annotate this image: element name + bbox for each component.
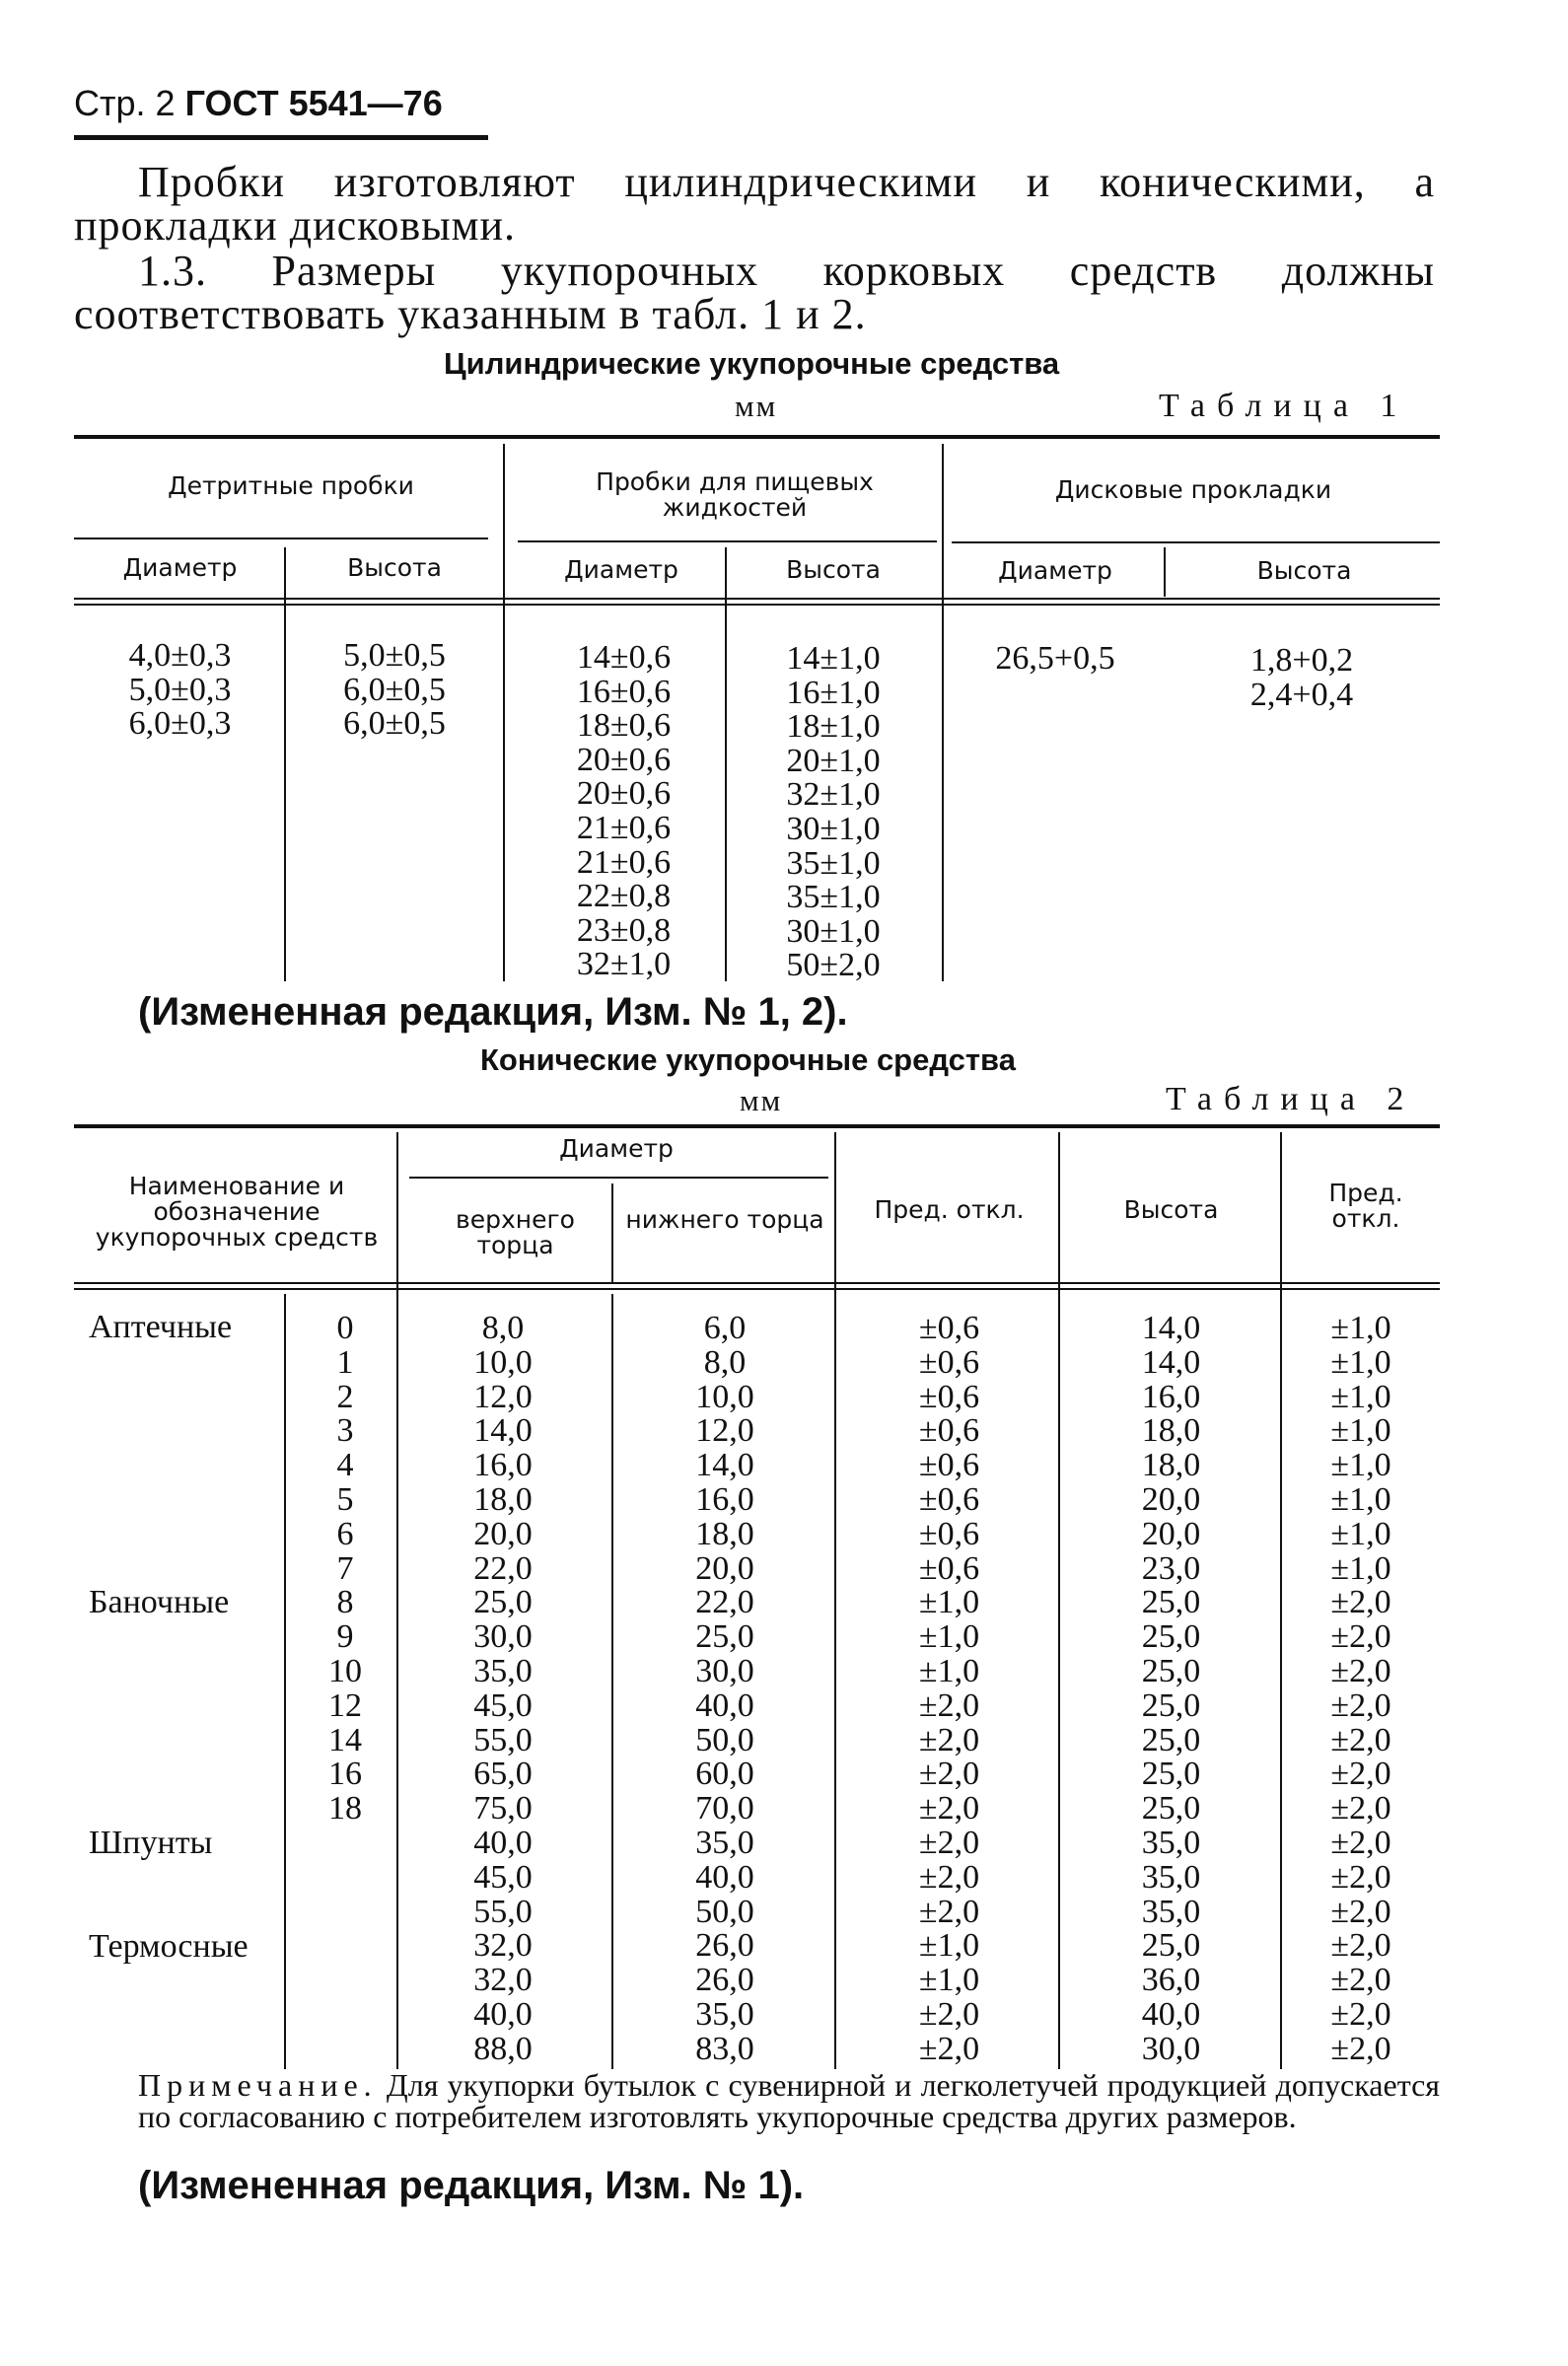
t2-cell: ±0,6	[918, 1343, 980, 1381]
t2-number: 5	[336, 1480, 354, 1518]
t2-cell: ±2,0	[1330, 1790, 1391, 1828]
t2-col-dev2	[1287, 1312, 1435, 2067]
t2-cell: 18,0	[473, 1480, 533, 1518]
t2-cell: 12,0	[473, 1378, 533, 1415]
t1-col-detritnye-diameter	[89, 639, 271, 742]
t2-cell: 40,0	[473, 1824, 533, 1861]
t2-cell: 26,0	[695, 1927, 754, 1965]
t2-header-dev1: Пред. откл.	[874, 1195, 1025, 1224]
t2-cell: 60,0	[695, 1756, 754, 1793]
page-number: Стр. 2	[74, 83, 176, 123]
t2-number: 1	[336, 1343, 354, 1381]
t2-cell: 10,0	[695, 1378, 754, 1415]
t2-vline-2b	[611, 1294, 613, 2069]
t2-cell: 18,0	[1141, 1447, 1201, 1484]
t2-cell: 35,0	[473, 1652, 533, 1689]
t2-number: 2	[336, 1378, 354, 1415]
t2-cell: 70,0	[695, 1790, 754, 1828]
t1-cell: 35±1,0	[786, 879, 881, 916]
t1-group-detritnye: Детритные пробки	[168, 471, 414, 500]
t2-cell: 25,0	[695, 1618, 754, 1656]
table2-label: Таблица 2	[1166, 1081, 1416, 1117]
t2-col-upper	[404, 1312, 602, 2067]
t1-cell: 20±0,6	[576, 775, 672, 813]
t2-cell: 45,0	[473, 1858, 533, 1896]
t1-cell: 5,0±0,3	[128, 671, 232, 708]
t2-cell: 20,0	[1141, 1515, 1201, 1552]
t2-cell: 22,0	[695, 1584, 754, 1621]
t2-cell: ±2,0	[918, 2030, 980, 2067]
table1-top-rule	[74, 435, 1440, 439]
t1-cell: 14±1,0	[786, 640, 881, 677]
paragraph-2: 1.3. Размеры укупорочных корковых средств должны соответствовать указанным в табл. 1 и 2.	[74, 247, 1435, 338]
t1-cell: 5,0±0,5	[343, 637, 446, 674]
t1-cell: 6,0±0,5	[343, 705, 446, 743]
t1-cell: 16±1,0	[786, 674, 881, 711]
t2-cell: 25,0	[1141, 1721, 1201, 1758]
t2-header-upper: верхнего торца	[456, 1205, 575, 1259]
t2-number: 18	[328, 1790, 362, 1828]
t2-cell: ±2,0	[1330, 1618, 1391, 1656]
table1-label: Таблица 1	[1159, 388, 1409, 424]
t1-col-disk-height	[1174, 644, 1430, 712]
t2-cell: ±1,0	[1330, 1343, 1391, 1381]
page-header	[74, 83, 443, 124]
t2-cell: ±1,0	[1330, 1447, 1391, 1484]
t1-sub-height-2: Высота	[786, 555, 881, 584]
t2-cell: ±1,0	[1330, 1480, 1391, 1518]
t2-cell: ±0,6	[918, 1549, 980, 1587]
t2-cell: ±2,0	[1330, 2030, 1391, 2067]
t1-cell: 14±0,6	[576, 639, 672, 676]
t2-cell: ±0,6	[918, 1447, 980, 1484]
t2-cell: ±1,0	[918, 1927, 980, 1965]
t1-cell: 21±0,6	[576, 843, 672, 881]
t2-number: 4	[336, 1447, 354, 1484]
t1-sub-diameter-2: Диаметр	[564, 555, 678, 584]
t2-header-lower: нижнего торца	[625, 1205, 824, 1234]
t2-cell: 20,0	[695, 1549, 754, 1587]
t2-name-banochnye: Баночные	[89, 1584, 230, 1620]
t2-col-height	[1065, 1312, 1277, 2067]
t2-cell: ±1,0	[918, 1618, 980, 1656]
t2-cell: 65,0	[473, 1756, 533, 1793]
t1-cell: 4,0±0,3	[128, 637, 232, 674]
note-text: Для укупорки бутылок с сувенирной и легколетучей продукцией допускается по согласованию с потребителем изготовлять укупорочные средства других размеров.	[138, 2067, 1441, 2134]
t2-number: 9	[336, 1618, 354, 1656]
t1-subrule-3	[952, 541, 1440, 543]
t2-cell: 25,0	[1141, 1790, 1201, 1828]
t1-header-rule-a	[74, 598, 1440, 600]
t1-sub-diameter-1: Диаметр	[122, 553, 238, 582]
t2-cell: 25,0	[1141, 1618, 1201, 1656]
t2-cell: ±2,0	[1330, 1927, 1391, 1965]
t2-cell: 16,0	[695, 1480, 754, 1518]
t2-cell: ±2,0	[1330, 1686, 1391, 1724]
t2-col-lower	[621, 1312, 828, 2067]
t1-cell: 32±1,0	[786, 776, 881, 814]
t2-cell: ±1,0	[1330, 1310, 1391, 1346]
t2-header-height: Высота	[1123, 1195, 1219, 1224]
table2-note	[138, 2069, 1440, 2132]
paragraph-1: Пробки изготовляют цилиндрическими и коническими, а прокладки дисковыми.	[74, 158, 1435, 250]
t2-cell: 14,0	[473, 1412, 533, 1450]
t2-cell: 16,0	[1141, 1378, 1201, 1415]
t2-cell: 32,0	[473, 1927, 533, 1965]
t1-vline-4	[725, 547, 727, 981]
t2-cell: ±2,0	[1330, 1721, 1391, 1758]
revision-note-1: (Измененная редакция, Изм. № 1, 2).	[138, 990, 848, 1034]
t1-cell: 35±1,0	[786, 844, 881, 882]
t2-vline-2	[611, 1183, 613, 1282]
t2-cell: 14,0	[695, 1447, 754, 1484]
t2-cell: ±2,0	[1330, 1962, 1391, 1999]
t2-cell: ±1,0	[918, 1584, 980, 1621]
t2-cell: ±0,6	[918, 1310, 980, 1346]
t2-cell: 75,0	[473, 1790, 533, 1828]
t2-cell: ±2,0	[918, 1790, 980, 1828]
t1-cell: 1,8+0,2	[1249, 642, 1354, 679]
t2-number: 16	[328, 1756, 362, 1793]
table2-unit: мм	[740, 1083, 783, 1117]
t2-vline-4	[1058, 1132, 1060, 2069]
t2-cell: 10,0	[473, 1343, 533, 1381]
t2-cell: 8,0	[481, 1310, 525, 1346]
t2-cell: ±2,0	[918, 1824, 980, 1861]
t2-name-termosnye: Термосные	[89, 1928, 249, 1965]
t2-cell: 25,0	[1141, 1584, 1201, 1621]
t2-cell: 20,0	[473, 1515, 533, 1552]
t2-number: 0	[336, 1310, 354, 1346]
t2-cell: 32,0	[473, 1962, 533, 1999]
t2-cell: ±0,6	[918, 1412, 980, 1450]
t2-cell: ±2,0	[1330, 1858, 1391, 1896]
t1-cell: 18±0,6	[576, 707, 672, 745]
t2-cell: ±2,0	[1330, 1893, 1391, 1930]
t2-cell: 25,0	[1141, 1927, 1201, 1965]
t1-cell: 20±1,0	[786, 742, 881, 779]
t1-col-food-height	[735, 642, 932, 983]
t2-cell: 35,0	[1141, 1858, 1201, 1896]
t2-cell: ±1,0	[918, 1962, 980, 1999]
t2-cell: ±0,6	[918, 1515, 980, 1552]
t1-cell: 22±0,8	[576, 878, 672, 915]
t2-vline-6	[284, 1294, 286, 2069]
t1-sub-height-1: Высота	[347, 553, 442, 582]
t2-cell: 35,0	[695, 1824, 754, 1861]
note-label: Примечание.	[138, 2067, 378, 2103]
standard-code: ГОСТ 5541—76	[184, 83, 443, 123]
t2-cell: 16,0	[473, 1447, 533, 1484]
t1-group-food: Пробки для пищевых жидкостей	[596, 467, 874, 522]
t2-header-dev2: Пред. откл.	[1328, 1179, 1403, 1233]
t2-cell: 22,0	[473, 1549, 533, 1587]
t2-cell: 20,0	[1141, 1480, 1201, 1518]
t1-cell: 20±0,6	[576, 741, 672, 778]
t1-group-disk: Дисковые прокладки	[1054, 475, 1332, 504]
t1-header-rule-b	[74, 604, 1440, 606]
t2-cell: ±1,0	[1330, 1549, 1391, 1587]
t1-cell: 50±2,0	[786, 947, 881, 984]
t2-cell: ±0,6	[918, 1378, 980, 1415]
t1-cell: 21±0,6	[576, 809, 672, 846]
t1-cell: 23±0,8	[576, 911, 672, 949]
t2-cell: ±2,0	[918, 1721, 980, 1758]
t2-cell: 40,0	[473, 1995, 533, 2033]
t2-number: 8	[336, 1584, 354, 1621]
t2-cell: 55,0	[473, 1721, 533, 1758]
t1-cell: 30±1,0	[786, 912, 881, 950]
t2-cell: 30,0	[473, 1618, 533, 1656]
t2-cell: 23,0	[1141, 1549, 1201, 1587]
t1-cell: 32±1,0	[576, 946, 672, 983]
t2-cell: ±1,0	[918, 1652, 980, 1689]
t1-cell: 6,0±0,5	[343, 671, 446, 708]
t2-cell: 40,0	[1141, 1995, 1201, 2033]
t1-vline-1	[503, 444, 505, 981]
t2-cell: 40,0	[695, 1858, 754, 1896]
t1-col-detritnye-height	[296, 639, 493, 742]
t2-cell: 35,0	[1141, 1824, 1201, 1861]
t2-cell: 55,0	[473, 1893, 533, 1930]
t1-col-disk-diameter	[947, 642, 1164, 677]
t1-subrule-1	[74, 538, 488, 539]
table2-title: Конические укупорочные средства	[480, 1042, 1016, 1077]
t2-cell: 25,0	[1141, 1652, 1201, 1689]
t2-cell: 8,0	[703, 1343, 747, 1381]
t2-cell: 83,0	[695, 2030, 754, 2067]
t2-cell: 88,0	[473, 2030, 533, 2067]
t2-cell: 36,0	[1141, 1962, 1201, 1999]
t2-cell: ±1,0	[1330, 1412, 1391, 1450]
t2-cell: ±2,0	[918, 1756, 980, 1793]
t1-vline-3	[284, 547, 286, 981]
t2-cell: ±2,0	[1330, 1995, 1391, 2033]
t2-cell: 18,0	[695, 1515, 754, 1552]
revision-note-2: (Измененная редакция, Изм. № 1).	[138, 2164, 805, 2207]
t2-cell: ±1,0	[1330, 1378, 1391, 1415]
t2-vline-1	[396, 1132, 398, 2069]
t1-cell: 30±1,0	[786, 810, 881, 847]
t2-cell: 35,0	[695, 1995, 754, 2033]
t2-vline-5	[1280, 1132, 1282, 2069]
t2-diameter-rule	[409, 1177, 828, 1179]
t2-cell: 25,0	[1141, 1756, 1201, 1793]
t2-cell: 45,0	[473, 1686, 533, 1724]
t2-col-dev1	[843, 1312, 1055, 2067]
t2-cell: 14,0	[1141, 1310, 1201, 1346]
t2-number: 3	[336, 1412, 354, 1450]
t2-header-name: Наименование и обозначение укупорочных средств	[95, 1172, 379, 1252]
t2-cell: ±2,0	[918, 1995, 980, 2033]
t2-cell: 35,0	[1141, 1893, 1201, 1930]
t2-cell: 40,0	[695, 1686, 754, 1724]
t1-cell: 2,4+0,4	[1249, 676, 1354, 713]
t2-cell: ±2,0	[1330, 1824, 1391, 1861]
t2-number: 7	[336, 1549, 354, 1587]
t2-cell: ±2,0	[918, 1858, 980, 1896]
t2-cell: 25,0	[473, 1584, 533, 1621]
t2-number: 14	[328, 1721, 362, 1758]
t2-cell: ±2,0	[918, 1893, 980, 1930]
t1-col-food-diameter	[528, 641, 720, 982]
t2-col-numbers	[296, 1312, 394, 1827]
table1-title: Цилиндрические укупорочные средства	[444, 346, 1060, 381]
t2-header-rule-b	[74, 1288, 1440, 1290]
t2-cell: 50,0	[695, 1721, 754, 1758]
t2-header-diameter: Диаметр	[559, 1134, 674, 1163]
t2-cell: ±0,6	[918, 1480, 980, 1518]
t2-cell: ±2,0	[1330, 1584, 1391, 1621]
t2-vline-3	[834, 1132, 836, 2069]
t2-number: 6	[336, 1515, 354, 1552]
t2-header-rule-a	[74, 1282, 1440, 1284]
t2-cell: ±2,0	[918, 1686, 980, 1724]
t1-cell: 18±1,0	[786, 708, 881, 746]
t2-cell: 25,0	[1141, 1686, 1201, 1724]
t2-name-shpunty: Шпунты	[89, 1825, 213, 1861]
t1-cell: 16±0,6	[576, 673, 672, 710]
t1-vline-2	[942, 444, 944, 981]
t2-number: 12	[328, 1686, 362, 1724]
table1-unit: мм	[735, 389, 778, 423]
header-rule	[74, 135, 488, 140]
t2-cell: 18,0	[1141, 1412, 1201, 1450]
table2-top-rule	[74, 1124, 1440, 1128]
t1-cell: 26,5+0,5	[995, 640, 1115, 677]
t1-sub-diameter-3: Диаметр	[998, 556, 1112, 585]
t2-number: 10	[328, 1652, 362, 1689]
t2-cell: 14,0	[1141, 1343, 1201, 1381]
t2-cell: ±2,0	[1330, 1652, 1391, 1689]
t2-cell: 6,0	[703, 1310, 747, 1346]
t2-name-aptechnye: Аптечные	[89, 1309, 233, 1345]
t2-cell: ±2,0	[1330, 1756, 1391, 1793]
t2-cell: 12,0	[695, 1412, 754, 1450]
t1-cell: 6,0±0,3	[128, 705, 232, 743]
t2-cell: ±1,0	[1330, 1515, 1391, 1552]
t1-sub-height-3: Высота	[1256, 556, 1352, 585]
t2-cell: 30,0	[1141, 2030, 1201, 2067]
t2-cell: 30,0	[695, 1652, 754, 1689]
t2-cell: 26,0	[695, 1962, 754, 1999]
t1-subrule-2	[518, 540, 937, 542]
t1-vline-5	[1164, 547, 1166, 597]
t2-cell: 50,0	[695, 1893, 754, 1930]
